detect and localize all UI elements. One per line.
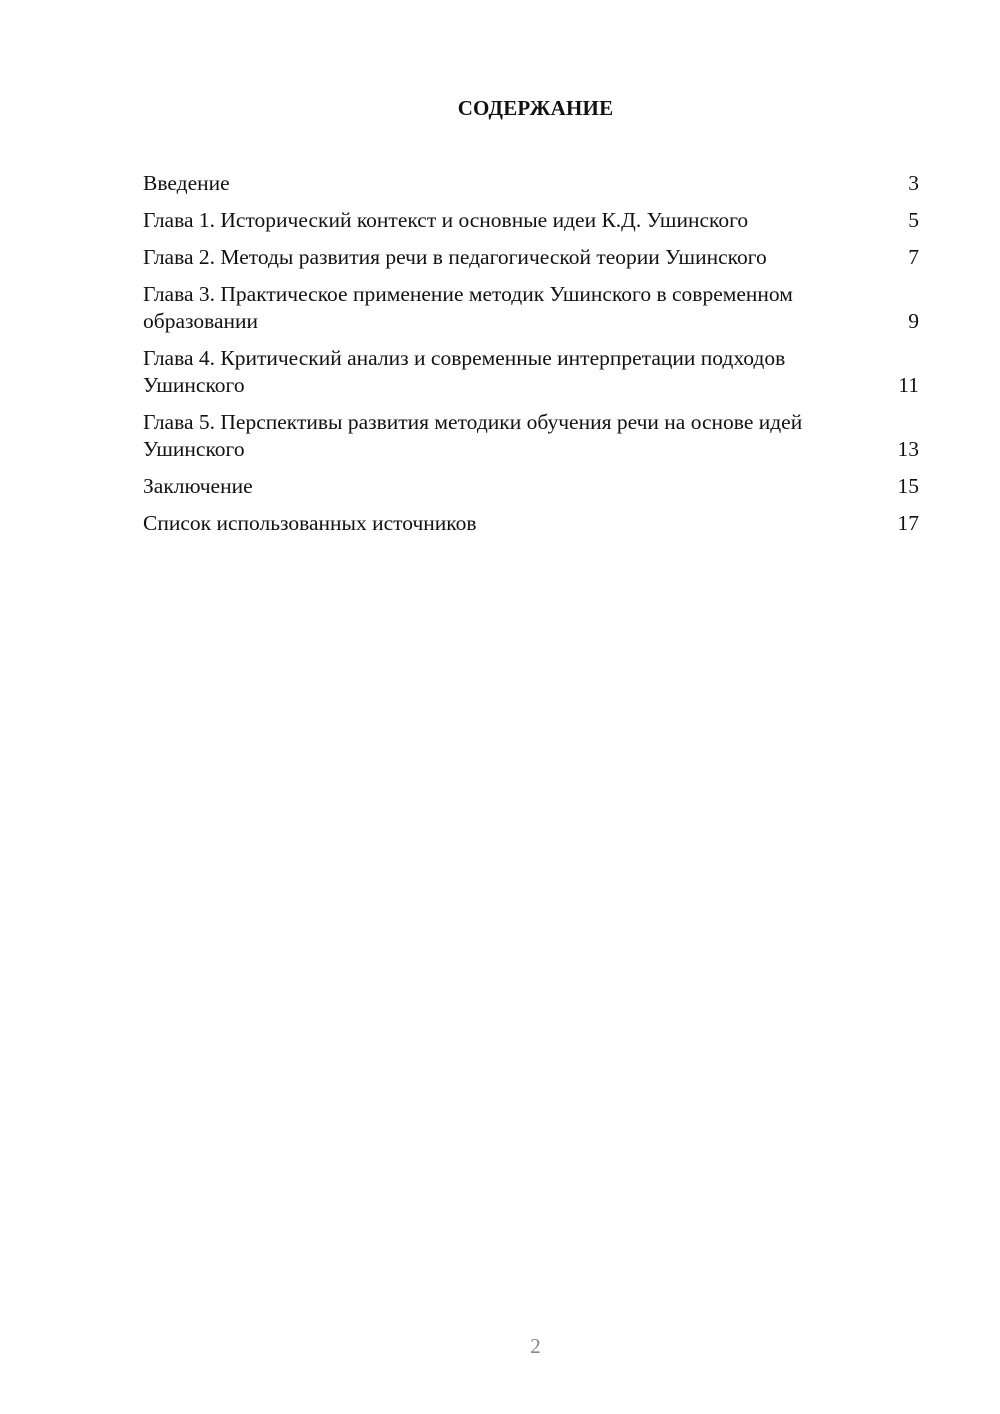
toc-entry-introduction[interactable] — [143, 170, 919, 197]
toc-entry-text: Введение — [143, 171, 230, 195]
toc-entry-text: Глава 4. Критический анализ и современные интерпретации подходов Ушинского — [143, 346, 786, 397]
toc-entry-page: 13 — [897, 437, 919, 461]
page-number: 2 — [530, 1334, 541, 1358]
toc-entry-chapter-2[interactable] — [143, 244, 919, 271]
toc-entry-text: Глава 5. Перспективы развития методики обучения речи на основе идей Ушинского — [143, 410, 803, 461]
toc-entry-references[interactable] — [143, 510, 919, 537]
toc-entry-page: 3 — [908, 171, 919, 195]
toc-entry-page: 9 — [908, 309, 919, 333]
toc-entry-page: 5 — [908, 208, 919, 232]
page-title: СОДЕРЖАНИЕ — [457, 96, 614, 120]
toc-entry-chapter-3[interactable] — [143, 281, 919, 335]
toc-entry-page: 7 — [908, 245, 919, 269]
toc-entry-page: 17 — [897, 511, 919, 535]
toc-entry-text: Заключение — [143, 474, 253, 498]
toc-entry-chapter-5[interactable] — [143, 409, 919, 463]
toc-entry-chapter-1[interactable] — [143, 207, 919, 234]
table-of-contents — [143, 170, 919, 547]
toc-entry-page: 11 — [898, 373, 919, 397]
toc-entry-conclusion[interactable] — [143, 473, 919, 500]
toc-entry-page: 15 — [897, 474, 919, 498]
toc-entry-chapter-4[interactable] — [143, 345, 919, 399]
toc-entry-text: Глава 1. Исторический контекст и основные идеи К.Д. Ушинского — [143, 208, 749, 232]
toc-entry-text: Глава 2. Методы развития речи в педагогической теории Ушинского — [143, 245, 767, 269]
toc-entry-text: Глава 3. Практическое применение методик Ушинского в современном образовании — [143, 282, 793, 333]
toc-entry-text: Список использованных источников — [143, 511, 477, 535]
